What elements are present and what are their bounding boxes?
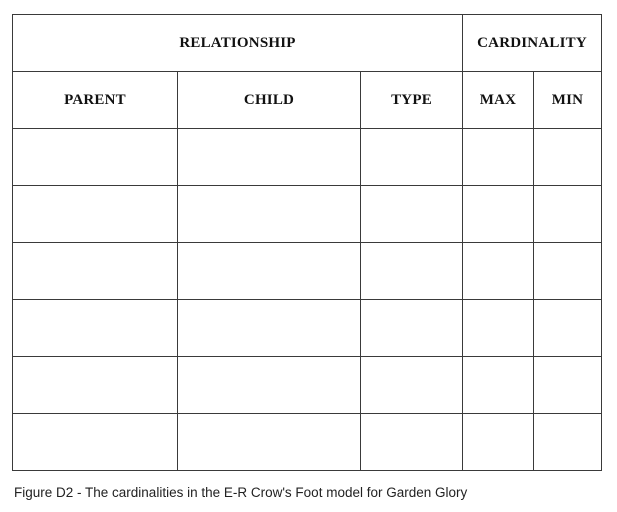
parent-cell <box>13 243 178 300</box>
parent-cell <box>13 357 178 414</box>
parent-cell <box>13 300 178 357</box>
max-cell <box>463 357 534 414</box>
child-cell <box>178 186 361 243</box>
min-cell <box>534 243 602 300</box>
child-cell <box>178 414 361 471</box>
max-cell <box>463 300 534 357</box>
cardinality-group-header: CARDINALITY <box>463 15 602 72</box>
table-row <box>13 186 602 243</box>
cardinality-table <box>12 14 602 471</box>
parent-cell <box>13 129 178 186</box>
min-column-header: MIN <box>534 72 602 129</box>
max-cell <box>463 243 534 300</box>
type-cell <box>361 300 463 357</box>
table-row <box>13 357 602 414</box>
type-cell <box>361 357 463 414</box>
type-cell <box>361 243 463 300</box>
type-column-header: TYPE <box>361 72 463 129</box>
table-row <box>13 300 602 357</box>
type-cell <box>361 186 463 243</box>
parent-cell <box>13 414 178 471</box>
figure-caption: Figure D2 - The cardinalities in the E-R Crow's Foot model for Garden Glory <box>14 485 468 500</box>
child-column-header: CHILD <box>178 72 361 129</box>
min-cell <box>534 300 602 357</box>
group-header-row <box>13 15 602 72</box>
child-cell <box>178 129 361 186</box>
max-cell <box>463 186 534 243</box>
table-row <box>13 129 602 186</box>
type-cell <box>361 129 463 186</box>
min-cell <box>534 186 602 243</box>
table-row <box>13 414 602 471</box>
min-cell <box>534 357 602 414</box>
child-cell <box>178 300 361 357</box>
max-column-header: MAX <box>463 72 534 129</box>
relationship-group-header: RELATIONSHIP <box>13 15 463 72</box>
table-row <box>13 243 602 300</box>
child-cell <box>178 243 361 300</box>
parent-cell <box>13 186 178 243</box>
min-cell <box>534 129 602 186</box>
min-cell <box>534 414 602 471</box>
max-cell <box>463 414 534 471</box>
child-cell <box>178 357 361 414</box>
max-cell <box>463 129 534 186</box>
parent-column-header: PARENT <box>13 72 178 129</box>
column-header-row <box>13 72 602 129</box>
type-cell <box>361 414 463 471</box>
cardinality-table-container <box>12 14 601 471</box>
